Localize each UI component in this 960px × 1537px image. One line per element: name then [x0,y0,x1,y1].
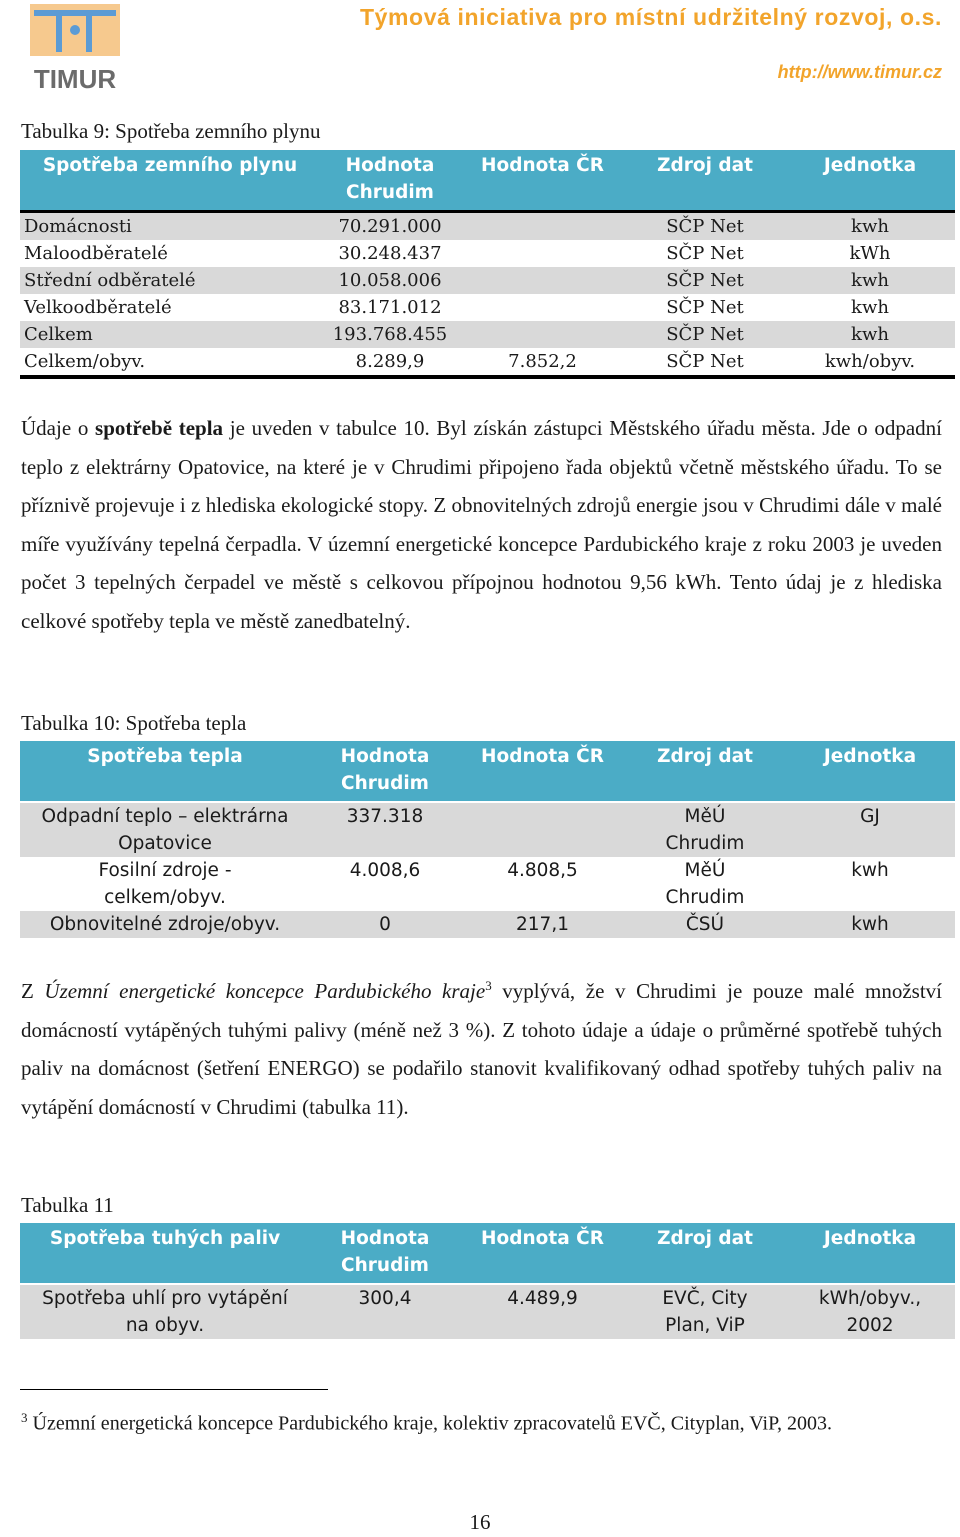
table-cell: ČSÚ [625,911,785,938]
table-cell: kwh [851,860,889,881]
table-cell: 4.489,9 [460,1284,625,1339]
table-cell: SČP Net [666,297,744,318]
col-header: Hodnota Chrudim [310,741,460,802]
table-cell: kwh [785,267,955,294]
table-row [20,321,955,348]
col-header: Zdroj dat [625,1223,785,1284]
table-header-row [20,150,955,212]
timur-logo [30,4,120,96]
organization-name: Týmová iniciativa pro místní udržitelný rozvoj, o.s. [359,4,942,30]
table-row [20,294,955,321]
paragraph-text: Z [21,979,45,1003]
page-number: 16 [469,1510,491,1534]
table-cell: MěÚ Chrudim [625,802,785,857]
col-header: Zdroj dat [625,741,785,802]
table-cell: SČP Net [625,348,785,377]
col-header: Zdroj dat [625,150,785,212]
footnote-reference[interactable]: 3 [485,978,492,993]
col-header: Jednotka [785,1223,955,1284]
footnote [21,1403,921,1439]
table-row [20,857,955,911]
table-row [20,212,955,241]
col-header: Jednotka [785,150,955,212]
table-cell: 0 [310,911,460,938]
table10-caption: Tabulka 10: Spotřeba tepla [21,711,247,735]
paragraph-emphasis: spotřebě tepla [95,416,224,440]
table-cell: Obnovitelné zdroje/obyv. [20,911,310,938]
paragraph-heat-consumption [21,409,942,640]
table-cell [460,321,625,348]
table-cell: 337.318 [310,802,460,857]
table-cell: 30.248.437 [338,243,442,264]
table9-gas-consumption [20,150,955,379]
table-cell: 4.808,5 [507,860,578,881]
footnote-mark: 3 [21,1410,28,1425]
table-cell: kwh [785,321,955,348]
table-cell: Spotřeba uhlí pro vytápění na obyv. [20,1284,310,1339]
table11-caption: Tabulka 11 [21,1193,114,1217]
table-cell: SČP Net [625,321,785,348]
table-header-row [20,1223,955,1284]
table-cell [460,212,625,241]
table-cell: 193.768.455 [320,321,460,348]
table-cell: kWh/obyv., 2002 [785,1284,955,1339]
table-cell: Maloodběratelé [24,243,168,264]
footnote-divider [20,1389,328,1390]
logo-text: TIMUR [33,64,117,94]
table-cell: 8.289,9 [320,348,460,377]
table-cell: kwh/obyv. [785,348,955,377]
col-header: Hodnota ČR [460,150,625,212]
table-cell: Fosilní zdroje - celkem/obyv. [98,860,232,908]
table-row [20,267,955,294]
paragraph-text: vyplývá, že v Chrudimi je pouze malé množství domácností vytápěných tuhými palivy (méně než 3 %). Z tohoto údaje a údaje o průměrné spotřebě tuhých paliv na domácnost (šetření ENERGO) se podařilo stanovit kvalifikovaný odhad spotřeby tuhých paliv na vytápění domácností v Chrudimi (tabulka 11). [21,979,943,1119]
table-cell: kwh [785,911,955,938]
table-cell: 217,1 [460,911,625,938]
table-cell: SČP Net [625,212,785,241]
website-url[interactable]: http://www.timur.cz [777,62,942,82]
table-cell: Odpadní teplo – elektrárna Opatovice [20,802,310,857]
table10-heat-consumption [20,741,955,938]
table-cell: Domácnosti [20,212,320,241]
table-cell: SČP Net [666,243,744,264]
table-row [20,911,955,938]
table-header-row [20,741,955,802]
table-row [20,1284,955,1339]
col-header: Hodnota ČR [460,1223,625,1284]
table-cell: 4.008,6 [349,860,421,881]
paragraph-solid-fuels [21,967,942,1126]
table-cell: kwh [851,297,889,318]
table-cell [460,802,625,857]
col-header: Hodnota Chrudim [310,1223,460,1284]
col-header: Jednotka [785,741,955,802]
paragraph-text: Údaje o [21,416,96,440]
table-cell [460,240,625,267]
table-cell [460,267,625,294]
col-header: Hodnota Chrudim [320,150,460,212]
table11-solid-fuel-consumption [20,1223,955,1339]
table-cell: 83.171.012 [338,297,442,318]
table-cell: 7.852,2 [460,348,625,377]
table-cell [460,294,625,321]
col-header: Spotřeba tuhých paliv [20,1223,310,1284]
timur-logo-graphic [30,4,120,96]
table-cell: EVČ, City Plan, ViP [625,1284,785,1339]
table-cell: SČP Net [625,267,785,294]
table-cell: Celkem/obyv. [20,348,320,377]
col-header: Hodnota ČR [460,741,625,802]
table-row [20,240,955,267]
table-cell: Velkoodběratelé [24,297,172,318]
footnote-text: Územní energetická koncepce Pardubického kraje, kolektiv zpracovatelů EVČ, Cityplan, ViP, 2003. [27,1412,832,1435]
table-cell: kWh [849,243,891,264]
table-cell: 300,4 [310,1284,460,1339]
table-cell: kwh [785,212,955,241]
table-cell: 70.291.000 [320,212,460,241]
table-row [20,802,955,857]
paragraph-text: je uveden v tabulce 10. Byl získán zástupci Městského úřadu města. Jde o odpadní teplo z elektrárny Opatovice, na které je v Chrudimi připojeno řada objektů včetně městského úřadu. To se příznivě projevuje i z hlediska ekologické stopy. Z obnovitelných zdrojů energie jsou v Chrudimi dále v malé míře využívány tepelná čerpadla. V územní energetické koncepce Pardubického kraje z roku 2003 je uveden počet 3 tepelných čerpadel ve městě s celkovou přípojnou hodnotou 9,56 kWh. Tento údaj je z hlediska celkové spotřeby tepla ve městě zanedbatelný. [21,416,942,633]
table-cell: Střední odběratelé [20,267,320,294]
table-cell: GJ [785,802,955,857]
table9-caption: Tabulka 9: Spotřeba zemního plynu [21,119,321,143]
col-header: Spotřeba zemního plynu [20,150,320,212]
paragraph-citation: Územní energetické koncepce Pardubického kraje [44,979,486,1003]
col-header: Spotřeba tepla [20,741,310,802]
table-cell: MěÚ Chrudim [665,860,745,908]
table-row [20,348,955,377]
table-cell: 10.058.006 [320,267,460,294]
table-cell: Celkem [20,321,320,348]
